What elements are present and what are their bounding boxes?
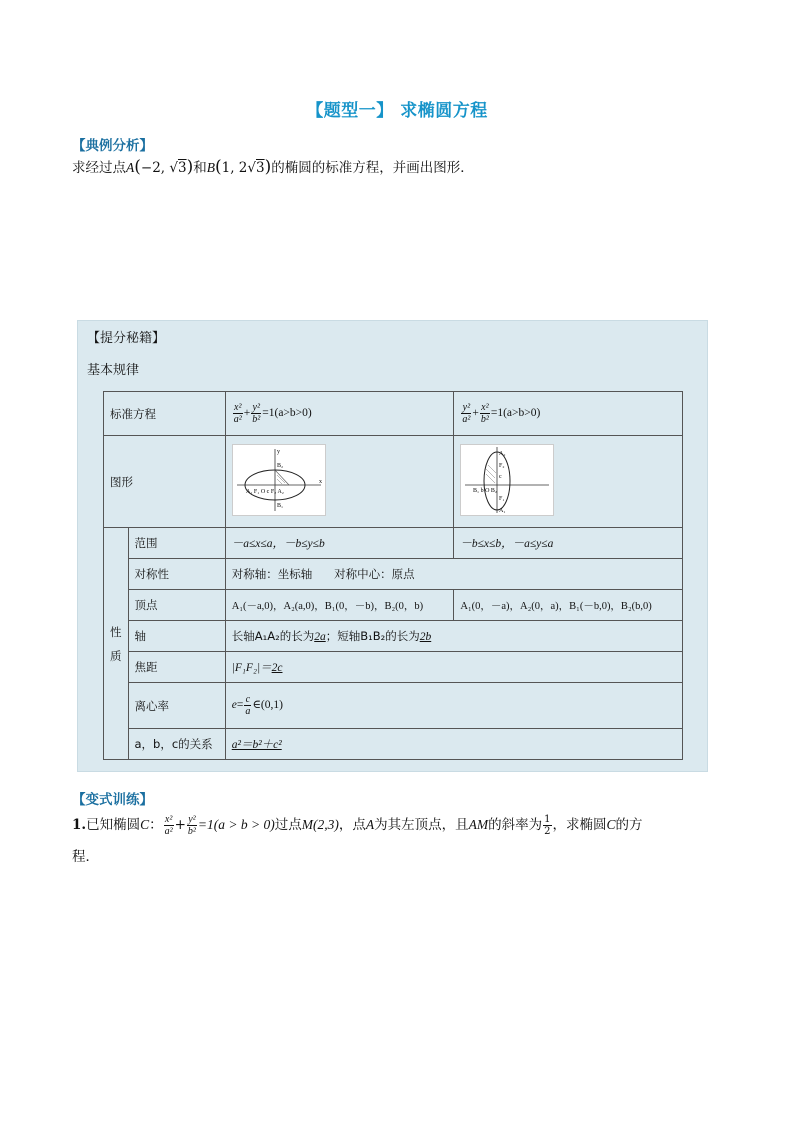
eccentricity-range: ∈(0,1) bbox=[252, 699, 283, 712]
axis-minor-length: 2b bbox=[419, 631, 432, 643]
standard-vertical: $\frac{\text{y²}}{\text{a²}}$ + $\frac{\text{x²}}{\text{b²}}$ =1(a>b>0) bbox=[454, 392, 683, 436]
table-row bbox=[104, 729, 683, 760]
svg-text:A₁ F₁ O c F₂ A₂: A₁ F₁ O c F₂ A₂ bbox=[245, 489, 284, 495]
axis-value bbox=[225, 621, 682, 652]
vertical-ellipse-figure bbox=[460, 444, 554, 516]
table-row bbox=[104, 621, 683, 652]
question-tail: 的椭圆的标准方程，并画出图形． bbox=[271, 160, 474, 176]
horizontal-ellipse-figure bbox=[232, 444, 326, 516]
range-label: 范围 bbox=[128, 528, 225, 559]
slope-text: 的斜率为 bbox=[488, 817, 543, 833]
focal-value bbox=[225, 652, 682, 683]
property-label: 性 质 bbox=[104, 528, 129, 760]
svg-text:B₁: B₁ bbox=[276, 503, 283, 509]
ellipse-name: C bbox=[140, 817, 150, 832]
find-text: ，求椭圆 bbox=[552, 817, 607, 833]
svg-text:c: c bbox=[499, 474, 503, 480]
and-text: 和 bbox=[193, 160, 207, 176]
eccentricity-label: 离心率 bbox=[128, 683, 225, 729]
svg-text:x: x bbox=[318, 479, 322, 485]
svg-text:B₂: B₂ bbox=[276, 463, 283, 469]
point-b-root: 3 bbox=[255, 160, 265, 176]
point-b-coords: 1, 2 bbox=[221, 160, 248, 176]
ellipse-condition: =1(a > b > 0) bbox=[197, 817, 275, 832]
table-row bbox=[104, 436, 683, 528]
table-row bbox=[104, 590, 683, 621]
question-number: 1. bbox=[72, 817, 87, 833]
svg-text:A₂: A₂ bbox=[499, 451, 506, 457]
point-text: ，点 bbox=[338, 817, 366, 833]
focal-expression: |F₁F₂|＝ bbox=[231, 662, 272, 674]
vertex-label: 顶点 bbox=[128, 590, 225, 621]
tips-subheading: 基本规律 bbox=[87, 363, 140, 378]
table-row bbox=[104, 559, 683, 590]
practice-text: 已知椭圆 bbox=[86, 817, 141, 833]
colon-text: ： bbox=[149, 817, 163, 833]
svg-text:F₂: F₂ bbox=[499, 463, 505, 469]
question-text: 求经过点 bbox=[72, 160, 126, 176]
focal-length: 2c bbox=[271, 662, 283, 674]
range-horizontal: －a≤x≤a，－b≤y≤b bbox=[225, 528, 454, 559]
example-question: 求经过点A(−2, √3)和B(1, 2√3)的椭圆的标准方程，并画出图形． bbox=[72, 157, 474, 177]
tips-heading: 【提分秘籍】 bbox=[87, 331, 166, 346]
standard-horizontal: $\frac{\text{x²}}{\text{a²}}$ + $\frac{\text{y²}}{\text{b²}}$ =1(a>b>0) bbox=[225, 392, 454, 436]
svg-text:F₁: F₁ bbox=[499, 496, 505, 502]
svg-text:B₁ b O B₂: B₁ b O B₂ bbox=[473, 488, 498, 494]
tips-box bbox=[77, 320, 708, 772]
practice-heading: 【变式训练】 bbox=[72, 792, 153, 808]
relation-label: a，b，c的关系 bbox=[128, 729, 225, 760]
point-a-root: 3 bbox=[177, 160, 187, 176]
point-a-label: A bbox=[126, 160, 135, 175]
example-heading: 【典例分析】 bbox=[72, 138, 153, 154]
vertex-text: 为其左顶点，且 bbox=[374, 817, 469, 833]
table-row bbox=[104, 392, 683, 436]
point-m: M(2,3) bbox=[301, 817, 339, 832]
svg-text:A₁: A₁ bbox=[499, 508, 506, 514]
symmetry-label: 对称性 bbox=[128, 559, 225, 590]
vertex-horizontal: A₁(－a,0)，A₂(a,0)，B₁(0，－b)，B₂(0，b) bbox=[225, 590, 454, 621]
practice-question-end: 程． bbox=[72, 849, 99, 865]
standard-label: 标准方程 bbox=[104, 392, 226, 436]
segment-am: AM bbox=[468, 817, 489, 832]
axis-major-text: 长轴A₁A₂的长为 bbox=[231, 629, 315, 643]
practice-question: 1.已知椭圆C： $\frac{\text{x²}}{\text{a²}}$ + $\frac{\text{y²}}{\text{b²}}$ =1(a > b > 0)过点M(2,3)，点A为其左顶点，且AM的斜率为 $\frac{1}{2}$ ，求椭圆C的方 bbox=[72, 814, 643, 837]
eccentricity-value: e= $\frac{c}{a}$ ∈(0,1) bbox=[225, 683, 682, 729]
page-title: 【题型一】 求椭圆方程 bbox=[306, 101, 488, 121]
focal-label: 焦距 bbox=[128, 652, 225, 683]
table-row bbox=[104, 528, 683, 559]
standard-vertical-eq: =1(a>b>0) bbox=[490, 407, 541, 420]
figure-horizontal bbox=[225, 436, 454, 528]
ellipse-name-2: C bbox=[606, 817, 616, 832]
equation-text: 的方 bbox=[615, 817, 643, 833]
table-row bbox=[104, 652, 683, 683]
pass-text: 过点 bbox=[274, 817, 302, 833]
vertex-vertical: A₁(0，－a)，A₂(0，a)，B₁(－b,0)，B₂(b,0) bbox=[454, 590, 683, 621]
svg-text:y: y bbox=[276, 449, 280, 455]
standard-horizontal-eq: =1(a>b>0) bbox=[262, 407, 312, 420]
point-a: A bbox=[365, 817, 375, 832]
table-row bbox=[104, 683, 683, 729]
relation-value: a²＝b²＋c² bbox=[225, 729, 682, 760]
ellipse-rules-table bbox=[103, 391, 683, 760]
axis-label: 轴 bbox=[128, 621, 225, 652]
figure-vertical bbox=[454, 436, 683, 528]
point-a-coords: −2, bbox=[140, 160, 170, 176]
range-vertical: －b≤x≤b，－a≤y≤a bbox=[454, 528, 683, 559]
axis-major-length: 2a bbox=[314, 631, 326, 643]
figure-label: 图形 bbox=[104, 436, 226, 528]
point-b-label: B bbox=[206, 160, 215, 175]
symmetry-value: 对称轴：坐标轴 对称中心：原点 bbox=[225, 559, 682, 590]
axis-minor-text: ；短轴B₁B₂的长为 bbox=[325, 629, 420, 643]
